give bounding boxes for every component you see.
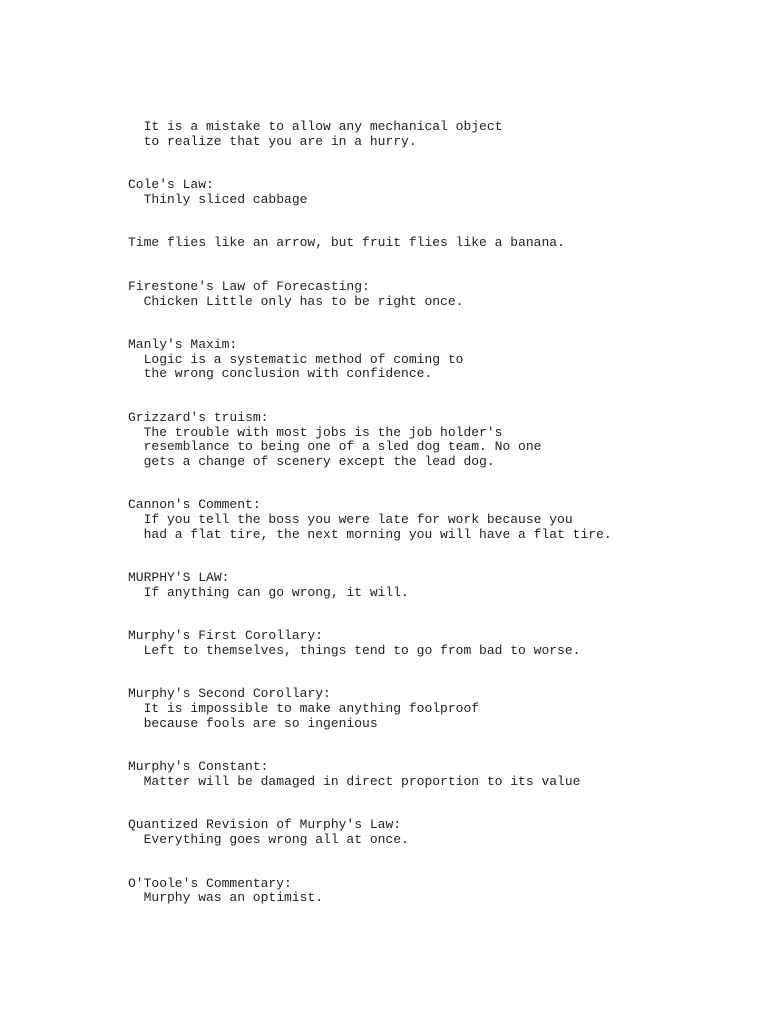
entry-title: Murphy's Constant: — [128, 759, 269, 775]
entry-title: Quantized Revision of Murphy's Law: — [128, 817, 402, 833]
entry-title: Cole's Law: — [128, 177, 214, 193]
entry-mechanical-object — [128, 120, 748, 149]
entry-line: Chicken Little only has to be right once. — [143, 293, 464, 309]
entry-line: resemblance to being one of a sled dog team. No one — [143, 439, 542, 455]
entry-title: O'Toole's Commentary: — [128, 875, 292, 891]
entry-line: Everything goes wrong all at once. — [143, 832, 409, 848]
entry-title: Murphy's Second Corollary: — [128, 686, 331, 702]
entry-time-flies — [128, 236, 748, 251]
entry-line: If anything can go wrong, it will. — [143, 584, 409, 600]
entry-otooles-commentary — [128, 877, 748, 906]
entry-coles-law — [128, 178, 748, 207]
entry-title: MURPHY'S LAW: — [128, 570, 230, 586]
entry-line: If you tell the boss you were late for work because you — [143, 511, 573, 527]
entry-murphys-second-corollary — [128, 687, 748, 731]
entry-cannons-comment — [128, 498, 748, 542]
entry-title: Time flies like an arrow, but fruit flies like a banana. — [128, 235, 565, 251]
entry-title: Grizzard's truism: — [128, 409, 269, 425]
entry-murphys-first-corollary — [128, 629, 748, 658]
document-page — [128, 120, 748, 935]
entry-title: Manly's Maxim: — [128, 337, 238, 353]
entry-murphys-law — [128, 571, 748, 600]
entry-title: Cannon's Comment: — [128, 497, 261, 513]
entry-line: Matter will be damaged in direct proportion to its value — [143, 773, 581, 789]
entry-line: The trouble with most jobs is the job holder's — [143, 424, 503, 440]
entry-line: because fools are so ingenious — [143, 715, 378, 731]
entry-line: Left to themselves, things tend to go from bad to worse. — [143, 642, 581, 658]
entry-title: Murphy's First Corollary: — [128, 628, 324, 644]
entry-line: Logic is a systematic method of coming to — [143, 351, 464, 367]
entry-murphys-constant — [128, 760, 748, 789]
entry-line: It is a mistake to allow any mechanical object — [143, 119, 503, 134]
entry-line: had a flat tire, the next morning you will have a flat tire. — [143, 526, 612, 542]
entry-line: to realize that you are in a hurry. — [143, 133, 417, 149]
entry-line: gets a change of scenery except the lead dog. — [143, 453, 495, 469]
entry-line: It is impossible to make anything foolproof — [143, 701, 480, 717]
entry-firestones-law — [128, 280, 748, 309]
entry-manlys-maxim — [128, 338, 748, 382]
entry-line: Thinly sliced cabbage — [143, 191, 308, 207]
entry-quantized-revision — [128, 818, 748, 847]
entry-line: the wrong conclusion with confidence. — [143, 366, 433, 382]
entry-grizzards-truism — [128, 411, 748, 469]
entry-line: Murphy was an optimist. — [143, 890, 324, 906]
entry-title: Firestone's Law of Forecasting: — [128, 278, 370, 294]
